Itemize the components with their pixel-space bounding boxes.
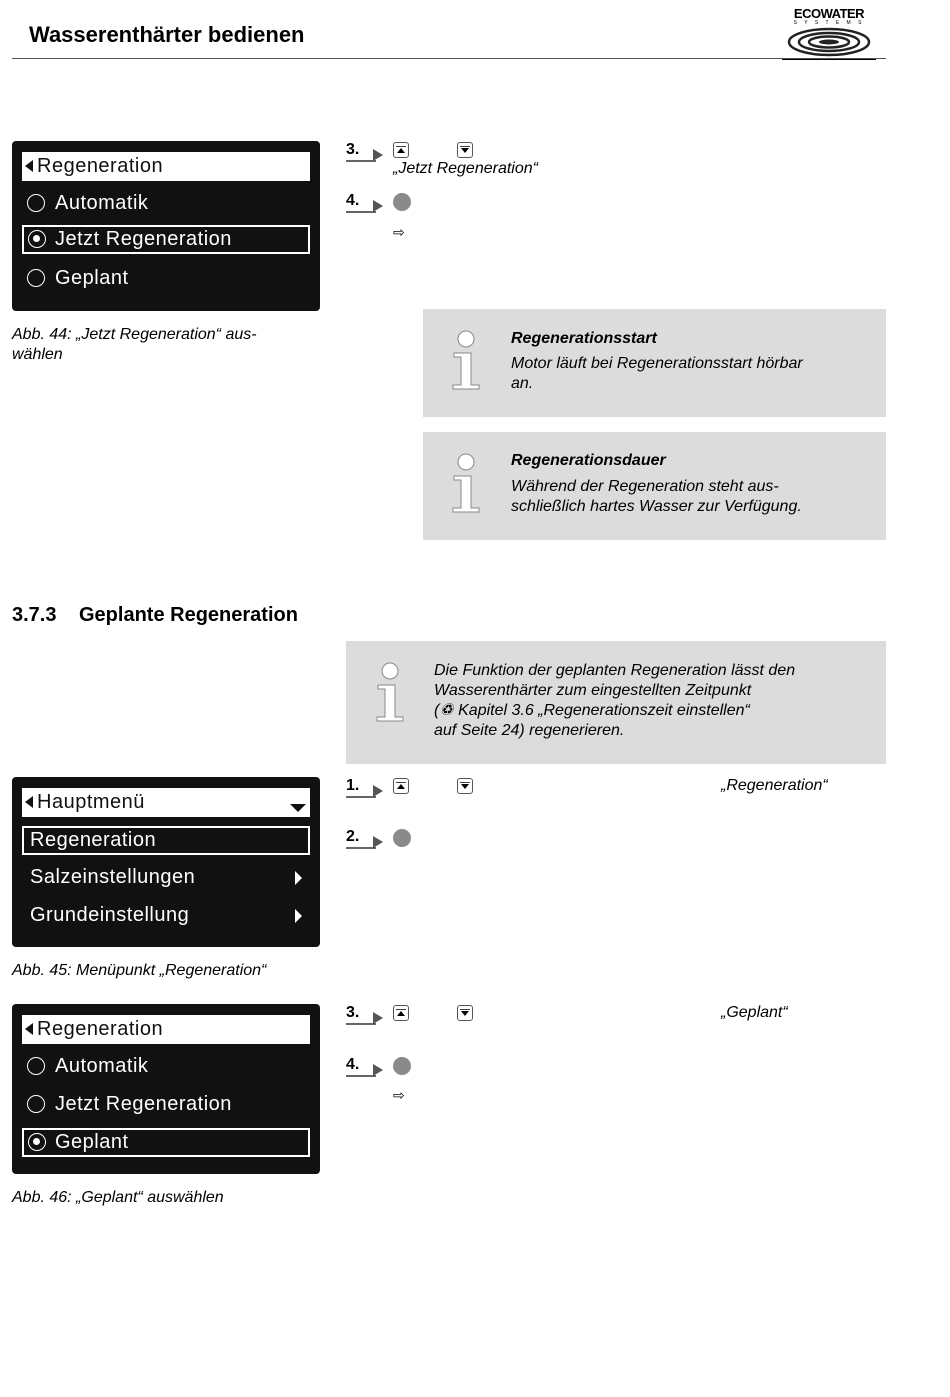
lcd-title: Regeneration (37, 155, 164, 177)
header-divider (12, 58, 886, 59)
step-arrow-icon (346, 781, 386, 801)
info-icon (449, 329, 483, 391)
lcd-option-jetzt-regeneration (22, 1090, 310, 1119)
logo-swirl-icon (786, 26, 872, 58)
caption-line: wählen (12, 346, 63, 363)
ok-key-icon (393, 193, 411, 211)
lcd-screen-fig45 (12, 777, 320, 947)
submenu-arrow-icon (295, 909, 302, 923)
note-line: schließlich hartes Wasser zur Verfügung. (511, 498, 802, 515)
lcd-menu-salzeinstellungen (22, 863, 310, 892)
lcd-menu-regeneration (22, 826, 310, 855)
section-title: Geplante Regeneration (79, 604, 298, 626)
menu-label: Grundeinstellung (30, 904, 190, 926)
back-arrow-icon (25, 796, 33, 808)
note-line: an. (511, 375, 534, 392)
lcd-screen-fig46 (12, 1004, 320, 1174)
logo-subtext: S Y S T E M S (793, 20, 865, 26)
option-label: Geplant (55, 1131, 129, 1153)
option-label: Automatik (55, 192, 149, 214)
step-number: 3. (346, 1004, 360, 1021)
option-label: Jetzt Regeneration (55, 1093, 232, 1115)
lcd-title-bar (22, 152, 310, 181)
figure-caption-44 (12, 325, 312, 365)
down-key-icon (457, 142, 473, 158)
note-body (511, 477, 802, 517)
lcd-menu-grundeinstellung (22, 901, 310, 930)
back-arrow-icon (25, 160, 33, 172)
lcd-option-automatik (22, 189, 310, 218)
submenu-arrow-icon (295, 871, 302, 885)
option-label: Jetzt Regeneration (55, 228, 232, 250)
ok-key-icon (393, 1057, 411, 1075)
down-key-icon (457, 778, 473, 794)
step-number: 2. (346, 828, 360, 845)
radio-selected-icon (28, 230, 46, 248)
lcd-option-geplant (22, 1128, 310, 1157)
down-key-icon (457, 1005, 473, 1021)
step-instruction: „Jetzt Regeneration“ (393, 160, 538, 177)
option-label: Automatik (55, 1055, 149, 1077)
section-number: 3.7.3 (12, 604, 57, 626)
ecowater-logo (782, 6, 876, 60)
step-arrow-icon (346, 196, 386, 216)
note-body (434, 661, 795, 741)
page-header-title: Wasserenthärter bedienen (29, 22, 305, 47)
step-number: 1. (346, 777, 360, 794)
info-icon (373, 661, 407, 723)
lcd-title-bar (22, 788, 310, 817)
lcd-option-geplant (22, 264, 310, 293)
info-note-regenerationsstart (423, 309, 886, 417)
figure-caption-45: Abb. 45: Menüpunkt „Regeneration“ (12, 962, 267, 979)
chapter-link[interactable]: (♽ Kapitel 3.6 „Regenerationszeit einstellen“ (434, 702, 750, 719)
radio-empty-icon (27, 1057, 45, 1075)
info-note-geplante-regeneration (346, 641, 886, 764)
lcd-option-automatik (22, 1052, 310, 1081)
lcd-title-bar (22, 1015, 310, 1044)
result-arrow-icon: ⇨ (393, 224, 405, 240)
info-icon (449, 452, 483, 514)
step-arrow-icon (346, 1060, 386, 1080)
step-instruction: „Geplant“ (721, 1004, 788, 1021)
figure-caption-46: Abb. 46: „Geplant“ auswählen (12, 1189, 224, 1206)
note-line: Motor läuft bei Regenerationsstart hörbar (511, 355, 803, 372)
radio-selected-icon (28, 1133, 46, 1151)
menu-label: Regeneration (30, 829, 157, 851)
note-line: Die Funktion der geplanten Regeneration lässt den (434, 662, 796, 679)
info-note-regenerationsdauer (423, 432, 886, 540)
option-label: Geplant (55, 267, 129, 289)
note-line: auf Seite 24) regenerieren. (434, 722, 625, 739)
caption-line: Abb. 44: „Jetzt Regeneration“ aus- (12, 326, 257, 343)
radio-empty-icon (27, 1095, 45, 1113)
back-arrow-icon (25, 1023, 33, 1035)
scroll-down-icon (290, 804, 306, 812)
lcd-title: Hauptmenü (37, 791, 145, 813)
step-number: 3. (346, 141, 360, 158)
logo-text: ECOWATER (793, 6, 865, 21)
step-arrow-icon (346, 1008, 386, 1028)
step-number: 4. (346, 1056, 360, 1073)
radio-empty-icon (27, 269, 45, 287)
note-title: Regenerationsstart (511, 330, 657, 347)
note-title: Regenerationsdauer (511, 452, 666, 469)
step-arrow-icon (346, 145, 386, 165)
step-arrow-icon (346, 832, 386, 852)
step-number: 4. (346, 192, 360, 209)
result-arrow-icon: ⇨ (393, 1087, 405, 1103)
step-instruction: „Regeneration“ (721, 777, 828, 794)
menu-label: Salzeinstellungen (30, 866, 196, 888)
lcd-option-jetzt-regeneration (22, 225, 310, 254)
up-key-icon (393, 778, 409, 794)
note-line: Während der Regeneration steht aus- (511, 478, 779, 495)
lcd-title: Regeneration (37, 1018, 164, 1040)
radio-empty-icon (27, 194, 45, 212)
note-line: Wasserenthärter zum eingestellten Zeitpunkt (434, 682, 752, 699)
up-key-icon (393, 1005, 409, 1021)
ok-key-icon (393, 829, 411, 847)
up-key-icon (393, 142, 409, 158)
note-body (511, 354, 803, 394)
lcd-screen-fig44 (12, 141, 320, 311)
